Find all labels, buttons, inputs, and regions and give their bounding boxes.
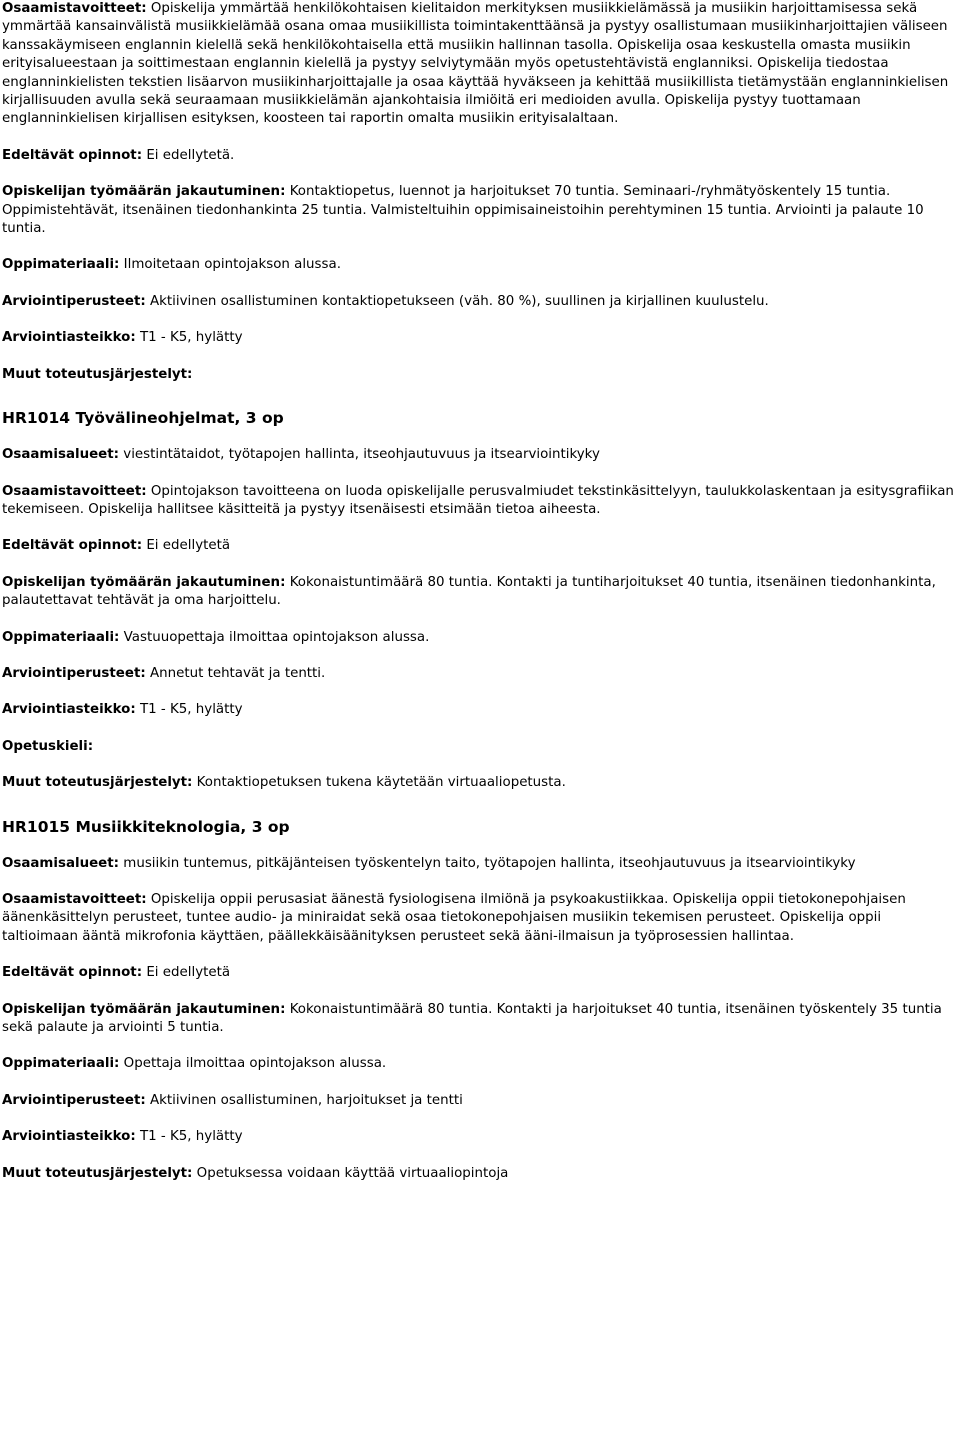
field-label: Edeltävät opinnot:: [2, 538, 143, 554]
field-value: Ei edellytetä: [142, 965, 231, 981]
field-value: Opetuksessa voidaan käyttää virtuaaliopintoja: [192, 1165, 509, 1181]
field-value: T1 - K5, hylätty: [135, 702, 243, 718]
field-label: Oppimateriaali:: [2, 257, 120, 273]
field-value: Opiskelija ymmärtää henkilökohtaisen kielitaidon merkityksen musiikkielämässä ja musiikin harjoittamisessa sekä ymmärtää kansainvälistä musiikkielämää osana omaa musiikillista toimintakenttäänsä ja pystyy osallistumaan musiikinharjoittajien väliseen kanssakäymiseen englannin kielellä sekä henkilökohtaisella että musiikin hallinnan tasolla. Opiskelija osaa keskustella omasta musiikin erityisalueestaan ja soittimestaan englannin kielellä ja pystyy selviytymään myös opetustehtävistä englanniksi. Opiskelija tiedostaa englanninkielisten tekstien lisäarvon musiikinharjoittajalle ja osaa käyttää hyväkseen ja kehittää musiikillista tietämystään englanninkielisen kirjallisuuden avulla sekä seuraamaan musiikkielämän ajankohtaisia ilmiöitä eri medioiden avulla. Opiskelija pystyy tuottamaan englanninkielisen kirjallisen esityksen, koosteen tai raportin omalta musiikin erityisalaltaan.: [2, 1, 949, 127]
field-label: Osaamistavoitteet:: [2, 891, 147, 907]
course0-muut: [2, 366, 958, 384]
field-label: Oppimateriaali:: [2, 1056, 120, 1072]
field-value: viestintätaidot, työtapojen hallinta, itseohjautuvuus ja itsearviointikyky: [119, 447, 600, 463]
course0-arviointiasteikko: [2, 329, 958, 347]
field-label: Opiskelijan työmäärän jakautuminen:: [2, 1001, 286, 1017]
course2-arviointiasteikko: [2, 1128, 958, 1146]
course2-muut: [2, 1165, 958, 1183]
course1-opetuskieli: [2, 738, 958, 756]
course2-osaamistavoitteet: [2, 891, 958, 946]
course0-edeltavat: [2, 147, 958, 165]
field-value: Kokonaistuntimäärä 80 tuntia. Kontakti ja harjoitukset 40 tuntia, itsenäinen työskentely 35 tuntia sekä palaute ja arviointi 5 tuntia.: [2, 1001, 942, 1035]
field-label: Osaamisalueet:: [2, 447, 120, 463]
course1-arviointiasteikko: [2, 701, 958, 719]
course0-arviointiperusteet: [2, 293, 958, 311]
field-value: Ilmoitetaan opintojakson alussa.: [119, 257, 341, 273]
field-value: Kokonaistuntimäärä 80 tuntia. Kontakti ja tuntiharjoitukset 40 tuntia, itsenäinen tiedonhankinta, palautettavat tehtävät ja oma harjoittelu.: [2, 574, 936, 609]
field-label: Muut toteutusjärjestelyt:: [2, 366, 193, 382]
field-label: Opiskelijan työmäärän jakautuminen:: [2, 574, 286, 590]
course1-edeltavat: [2, 537, 958, 555]
field-label: Arviointiasteikko:: [2, 330, 136, 346]
field-value: Ei edellytetä: [142, 538, 231, 554]
field-value: Opiskelija oppii perusasiat äänestä fysiologisena ilmiönä ja psykoakustiikkaa. Opiskelija oppii tietokonepohjaisen äänenkäsittelyn perusteet, tuntee audio- ja miniraidat sekä osaa tietokonepohjaisen musiikin tekemisen perusteet. Opiskelija oppii taltioimaan ääntä mikrofonia käyttäen, päällekkäisäänityksen perusteet sekä ääni-ilmaisun ja työprosessien hallintaa.: [2, 891, 906, 944]
course-title: HR1015 Musiikkiteknologia, 3 op: [2, 817, 290, 836]
course2-edeltavat: [2, 964, 958, 982]
field-value: Aktiivinen osallistuminen, harjoitukset ja tentti: [145, 1092, 463, 1108]
field-label: Arviointiasteikko:: [2, 702, 136, 718]
course1-tyomaara: [2, 574, 958, 611]
field-label: Opiskelijan työmäärän jakautuminen:: [2, 184, 286, 200]
field-value: Opintojakson tavoitteena on luoda opiskelijalle perusvalmiudet tekstinkäsittelyyn, taulukkolaskentaan ja esitysgrafiikan tekemiseen. Opiskelija hallitsee käsitteitä ja pystyy itsenäisesti etsimään tietoa aiheesta.: [2, 483, 954, 517]
field-label: Edeltävät opinnot:: [2, 147, 143, 163]
field-label: Osaamistavoitteet:: [2, 1, 147, 16]
field-label: Opetuskieli:: [2, 738, 94, 754]
field-label: Arviointiperusteet:: [2, 665, 146, 681]
field-label: Muut toteutusjärjestelyt:: [2, 775, 193, 791]
intro-osaamistavoitteet: [2, 0, 958, 129]
field-value: T1 - K5, hylätty: [135, 1129, 243, 1145]
course1-arviointiperusteet: [2, 665, 958, 683]
course0-oppimateriaali: [2, 256, 958, 274]
course-title: HR1014 Työvälineohjelmat, 3 op: [2, 409, 284, 428]
field-label: Arviointiperusteet:: [2, 1092, 146, 1108]
course1-oppimateriaali: [2, 629, 958, 647]
course0-tyomaara: [2, 183, 958, 238]
course1-muut: [2, 774, 958, 792]
field-value: T1 - K5, hylätty: [135, 330, 243, 346]
field-value: Opettaja ilmoittaa opintojakson alussa.: [119, 1056, 387, 1072]
course2-osaamisalueet: [2, 855, 958, 873]
field-label: Arviointiperusteet:: [2, 293, 146, 309]
field-value: Ei edellytetä.: [142, 147, 235, 163]
course2-oppimateriaali: [2, 1055, 958, 1073]
field-value: Kontaktiopetuksen tukena käytetään virtuaaliopetusta.: [192, 775, 566, 791]
field-value: Kontaktiopetus, luennot ja harjoitukset 70 tuntia. Seminaari-/ryhmätyöskentely 15 tuntia. Oppimistehtävät, itsenäinen tiedonhankinta 25 tuntia. Valmisteltuihin oppimisaineistoihin perehtyminen 15 tuntia. Arviointi ja palaute 10 tuntia.: [2, 184, 924, 237]
course1-osaamisalueet: [2, 446, 958, 464]
field-label: Osaamisalueet:: [2, 855, 120, 871]
field-label: Oppimateriaali:: [2, 629, 120, 645]
field-label: Edeltävät opinnot:: [2, 965, 143, 981]
field-value: Vastuuopettaja ilmoittaa opintojakson alussa.: [119, 629, 430, 645]
course2-arviointiperusteet: [2, 1092, 958, 1110]
field-label: Arviointiasteikko:: [2, 1129, 136, 1145]
field-label: Muut toteutusjärjestelyt:: [2, 1165, 193, 1181]
field-value: Annetut tehtavät ja tentti.: [145, 665, 326, 681]
field-value: Aktiivinen osallistuminen kontaktiopetukseen (väh. 80 %), suullinen ja kirjallinen kuulustelu.: [145, 293, 769, 309]
field-label: Osaamistavoitteet:: [2, 483, 147, 499]
course2-tyomaara: [2, 1001, 958, 1038]
field-value: musiikin tuntemus, pitkäjänteisen työskentelyn taito, työtapojen hallinta, itseohjautuvuus ja itsearviointikyky: [119, 855, 856, 871]
course1-osaamistavoitteet: [2, 483, 958, 520]
